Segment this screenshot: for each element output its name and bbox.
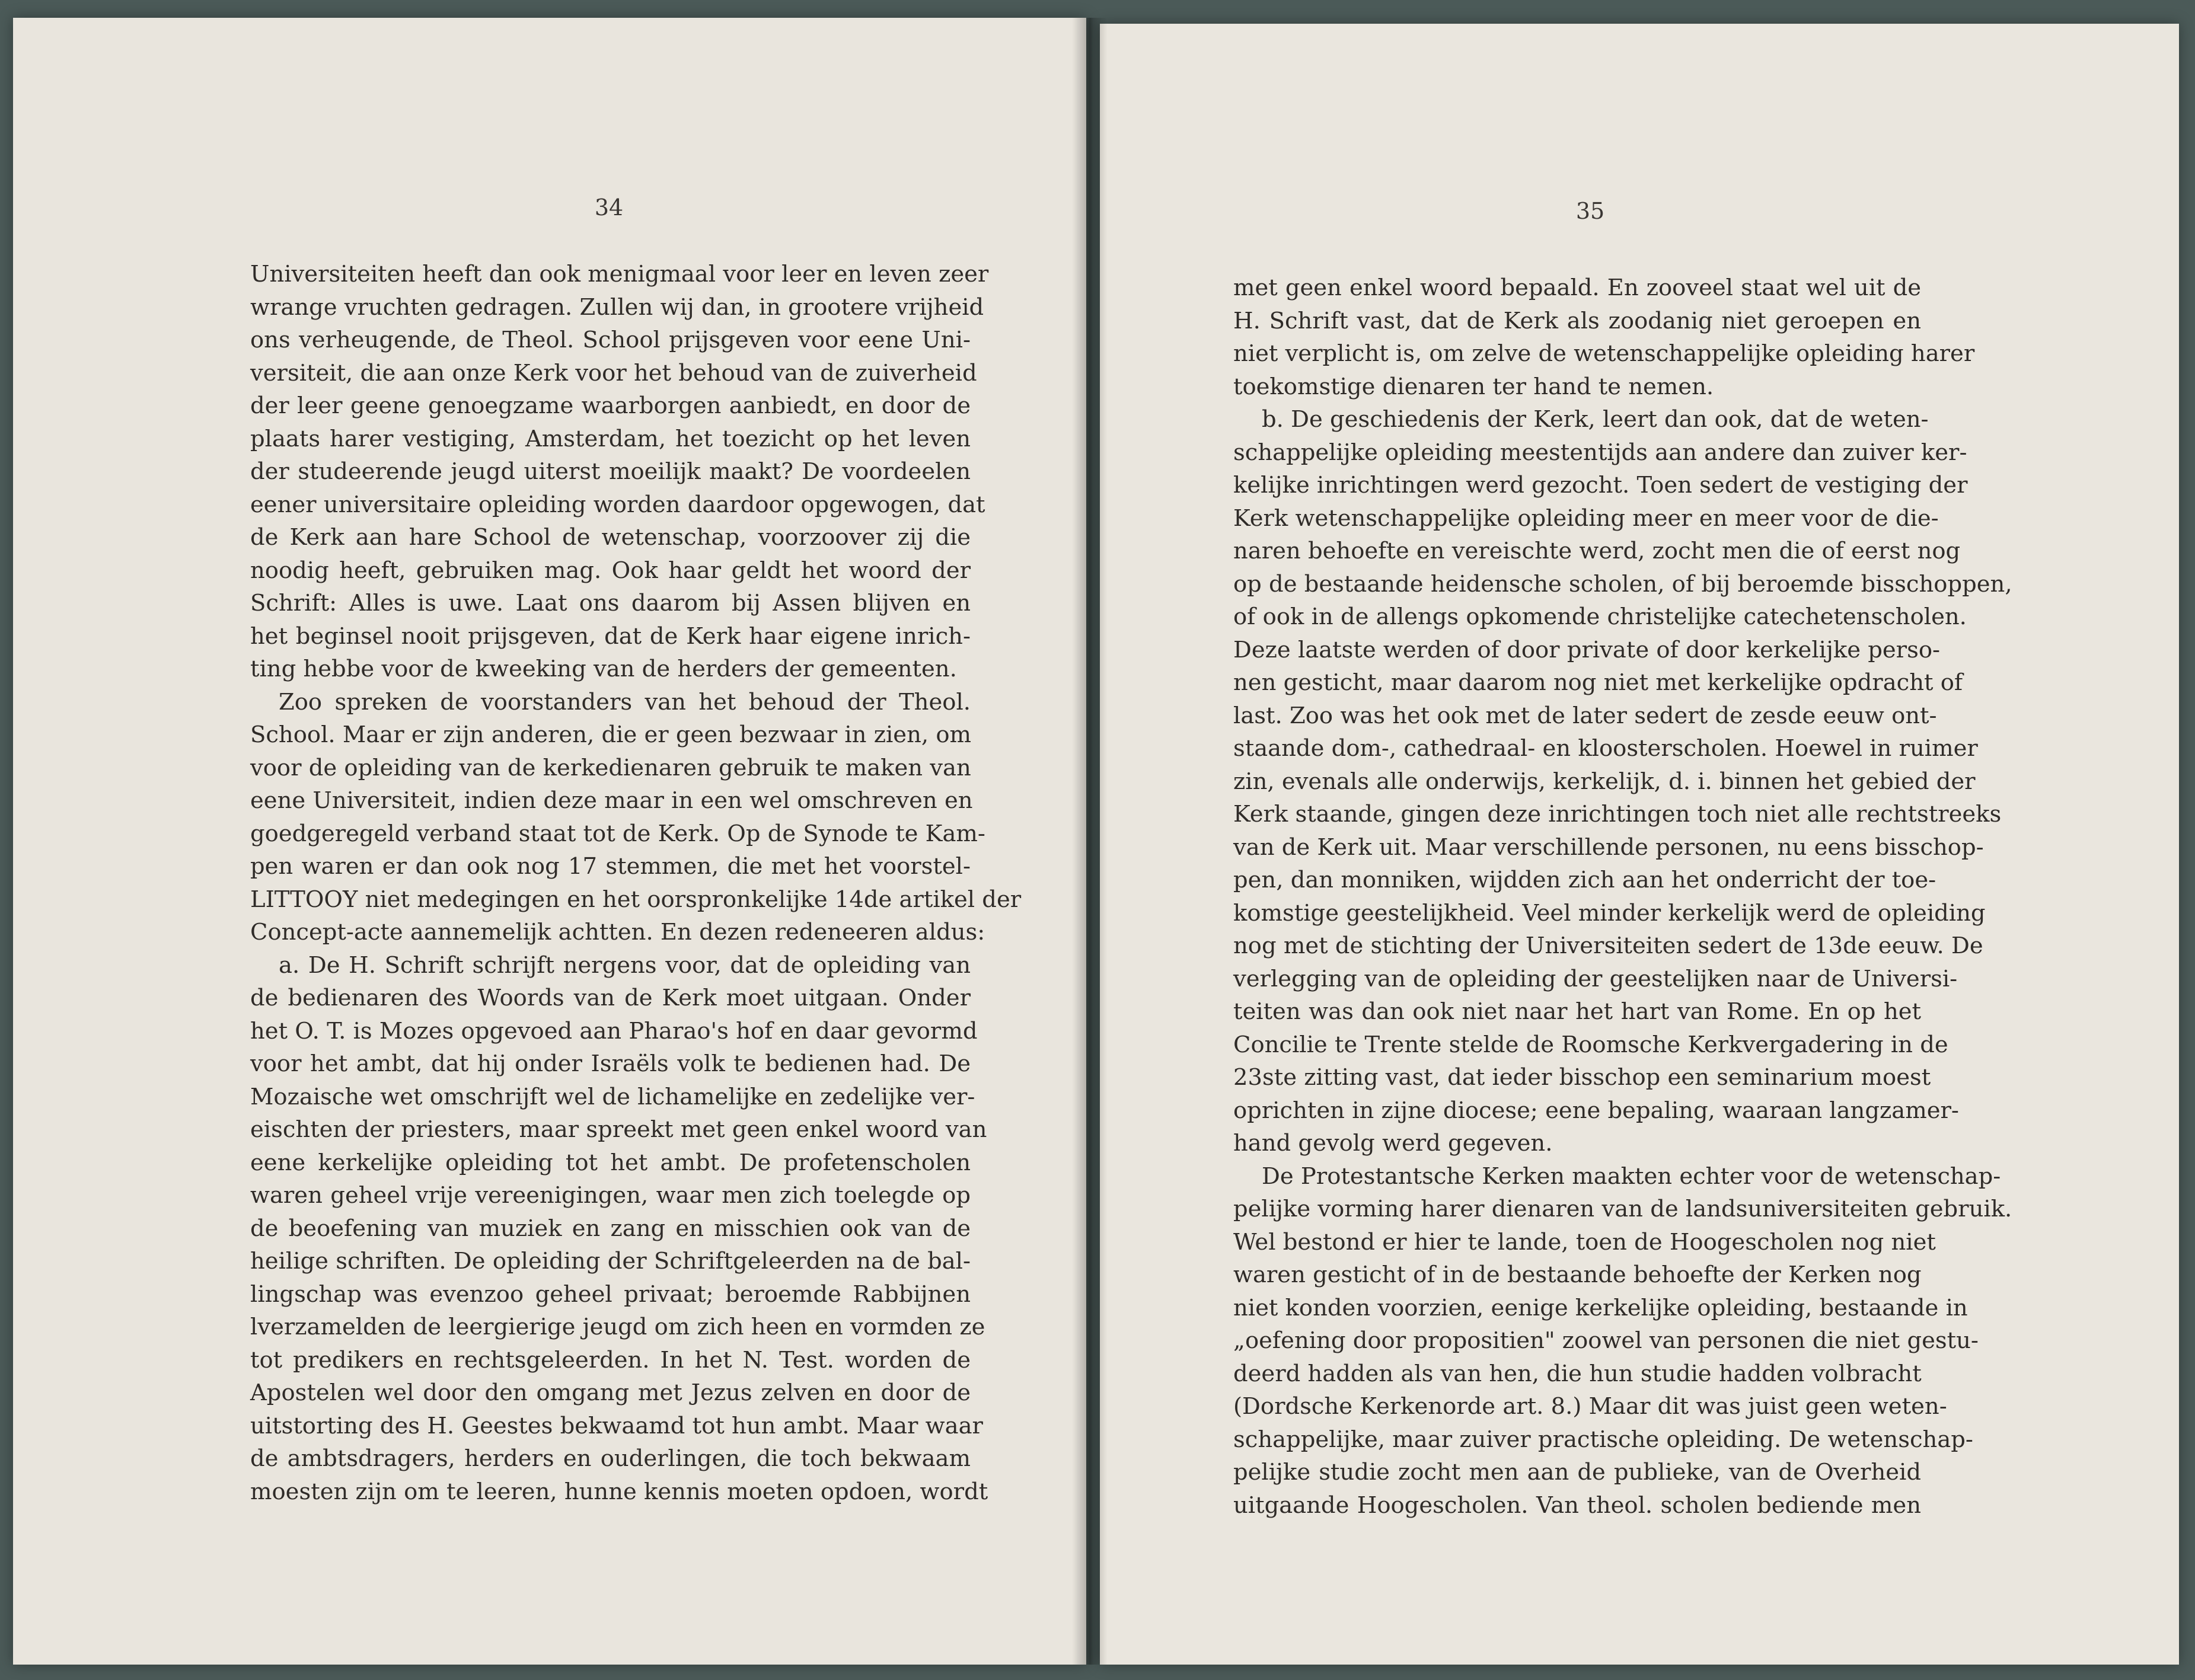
text-line: Concilie te Trente stelde de Roomsche Kerkvergadering in de (1233, 1031, 1948, 1058)
text-line: Universiteiten heeft dan ook menigmaal voor leer en leven zeer (250, 261, 989, 288)
text-line: De Protestantsche Kerken maakten echter voor de wetenschap- (1262, 1162, 2001, 1190)
text-line: met geen enkel woord bepaald. En zooveel staat wel uit de (1233, 274, 1921, 301)
text-line: moesten zijn om te leeren, hunne kennis moeten opdoen, wordt (250, 1478, 988, 1505)
text-line: eener universitaire opleiding worden daardoor opgewogen, dat (250, 491, 985, 518)
text-line: pelijke studie zocht men aan de publieke, van de Overheid (1233, 1459, 1921, 1486)
text-line: versiteit, die aan onze Kerk voor het behoud van de zuiverheid (250, 359, 977, 387)
text-line: uitgaande Hoogescholen. Van theol. scholen bediende men (1233, 1491, 1921, 1519)
text-line: zin, evenals alle onderwijs, kerkelijk, d. i. binnen het gebied der (1233, 768, 1976, 795)
text-line: Zoo spreken de voorstanders van het behoud der Theol. (279, 688, 971, 716)
text-line: schappelijke opleiding meestentijds aan andere dan zuiver ker- (1233, 439, 1967, 466)
text-line: eene Universiteit, indien deze maar in een wel omschreven en (250, 787, 973, 814)
text-line: lingschap was evenzoo geheel privaat; beroemde Rabbijnen (250, 1280, 971, 1308)
text-line: naren behoefte en vereischte werd, zocht men die of eerst nog (1233, 538, 1961, 564)
text-line: de ambtsdragers, herders en ouderlingen, die toch bekwaam (250, 1445, 971, 1472)
text-line: Concept-acte aannemelijk achtten. En dezen redeneeren aldus: (250, 919, 985, 946)
text-line: nog met de stichting der Universiteiten sedert de 13de eeuw. De (1233, 932, 1983, 959)
text-line: teiten was dan ook niet naar het hart van Rome. En op het (1233, 998, 1921, 1025)
body-text (250, 258, 1022, 1508)
text-line: hand gevolg werd gegeven. (1233, 1130, 1553, 1157)
text-line: a. De H. Schrift schrijft nergens voor, dat de opleiding van (279, 951, 971, 979)
text-line: der leer geene genoegzame waarborgen aanbiedt, en door de (250, 392, 971, 419)
text-line: de bedienaren des Woords van de Kerk moet uitgaan. Onder (250, 985, 971, 1011)
text-line: 23ste zitting vast, dat ieder bisschop een seminarium moest (1233, 1064, 1931, 1091)
text-line: uitstorting des H. Geestes bekwaamd tot hun ambt. Maar waar (250, 1412, 983, 1439)
text-line: Apostelen wel door den omgang met Jezus zelven en door de (250, 1379, 971, 1406)
text-line: de beoefening van muziek en zang en misschien ook van de (250, 1215, 971, 1242)
text-line: Mozaische wet omschrijft wel de lichamelijke en zedelijke ver- (250, 1083, 975, 1110)
text-line: niet verplicht is, om zelve de wetenschappelijke opleiding harer (1233, 340, 1975, 367)
text-line: staande dom-, cathedraal- en kloosterscholen. Hoewel in ruimer (1233, 735, 1978, 762)
text-line: School. Maar er zijn anderen, die er geen bezwaar in zien, om (250, 721, 972, 748)
text-line: komstige geestelijkheid. Veel minder kerkelijk werd de opleiding (1233, 899, 1986, 927)
text-line: eene kerkelijke opleiding tot het ambt. De profetenscholen (250, 1149, 971, 1176)
text-line: voor de opleiding van de kerkedienaren gebruik te maken van (250, 754, 971, 781)
text-line: waren gesticht of in de bestaande behoefte der Kerken nog (1233, 1261, 1922, 1288)
text-line: schappelijke, maar zuiver practische opleiding. De wetenschap- (1233, 1426, 1973, 1453)
text-line: toekomstige dienaren ter hand te nemen. (1233, 373, 1714, 400)
text-line: LITTOOY niet medegingen en het oorspronkelijke 14de artikel der (250, 886, 1022, 913)
right-page (1100, 24, 2179, 1665)
text-line: oprichten in zijne diocese; eene bepaling, waaraan langzamer- (1233, 1097, 1959, 1124)
text-line: de Kerk aan hare School de wetenschap, voorzoover zij die (250, 524, 971, 551)
text-line: Kerk wetenschappelijke opleiding meer en meer voor de die- (1233, 504, 1939, 532)
text-line: lverzamelden de leergierige jeugd om zich heen en vormden ze (250, 1314, 985, 1340)
text-line: H. Schrift vast, dat de Kerk als zoodanig niet geroepen en (1233, 307, 1921, 334)
page-number: 34 (594, 194, 624, 221)
text-line: niet konden voorzien, eenige kerkelijke opleiding, bestaande in (1233, 1294, 1968, 1321)
text-line: der studeerende jeugd uiterst moeilijk maakt? De voordeelen (250, 458, 971, 485)
text-line: verlegging van de opleiding der geestelijken naar de Universi- (1233, 965, 1958, 992)
text-line: „oefening door propositien" zoowel van personen die niet gestu- (1233, 1327, 1979, 1354)
body-text (1233, 272, 2012, 1522)
text-line: goedgeregeld verband staat tot de Kerk. Op de Synode te Kam- (250, 820, 985, 847)
page-number: 35 (1575, 198, 1605, 224)
text-line: op de bestaande heidensche scholen, of bij beroemde bisschoppen, (1233, 570, 2012, 598)
text-line: plaats harer vestiging, Amsterdam, het toezicht op het leven (250, 425, 971, 452)
text-line: het beginsel nooit prijsgeven, dat de Kerk haar eigene inrich- (250, 622, 971, 650)
text-line: het O. T. is Mozes opgevoed aan Pharao's hof en daar gevormd (250, 1017, 978, 1045)
text-line: pen, dan monniken, wijdden zich aan het onderricht der toe- (1233, 867, 1936, 893)
text-line: pen waren er dan ook nog 17 stemmen, die met het voorstel- (250, 853, 971, 880)
text-line: pelijke vorming harer dienaren van de landsuniversiteiten gebruik. (1233, 1196, 2012, 1222)
text-line: voor het ambt, dat hij onder Israëls volk te bedienen had. De (250, 1050, 971, 1077)
text-line: last. Zoo was het ook met de later sedert de zesde eeuw ont- (1233, 702, 1937, 729)
text-line: eischten der priesters, maar spreekt met geen enkel woord van (250, 1116, 987, 1143)
text-line: tot predikers en rechtsgeleerden. In het N. Test. worden de (250, 1346, 971, 1374)
text-line: noodig heeft, gebruiken mag. Ook haar geldt het woord der (250, 557, 971, 584)
text-line: nen gesticht, maar daarom nog niet met kerkelijke opdracht of (1233, 669, 1963, 696)
text-line: waren geheel vrije vereenigingen, waar men zich toelegde op (250, 1182, 971, 1209)
text-line: b. De geschiedenis der Kerk, leert dan ook, dat de weten- (1262, 406, 1929, 433)
text-line: ting hebbe voor de kweeking van de herders der gemeenten. (250, 656, 957, 682)
text-line: deerd hadden als van hen, die hun studie hadden volbracht (1233, 1360, 1922, 1387)
text-line: (Dordsche Kerkenorde art. 8.) Maar dit was juist geen weten- (1233, 1393, 1947, 1420)
text-line: heilige schriften. De opleiding der Schriftgeleerden na de bal- (250, 1248, 971, 1275)
text-line: Wel bestond er hier te lande, toen de Hoogescholen nog niet (1233, 1228, 1936, 1256)
text-line: of ook in de allengs opkomende christelijke catechetenscholen. (1233, 603, 1967, 630)
text-line: Schrift: Alles is uwe. Laat ons daarom bij Assen blijven en (250, 590, 971, 617)
text-line: wrange vruchten gedragen. Zullen wij dan, in grootere vrijheid (250, 293, 984, 321)
text-line: kelijke inrichtingen werd gezocht. Toen sedert de vestiging der (1233, 472, 1968, 499)
text-line: ons verheugende, de Theol. School prijsgeven voor eene Uni- (250, 327, 971, 353)
text-line: van de Kerk uit. Maar verschillende personen, nu eens bisschop- (1233, 833, 1984, 861)
left-page (13, 18, 1086, 1665)
text-line: Kerk staande, gingen deze inrichtingen toch niet alle rechtstreeks (1233, 801, 2002, 828)
text-line: Deze laatste werden of door private of door kerkelijke perso- (1233, 636, 1941, 663)
